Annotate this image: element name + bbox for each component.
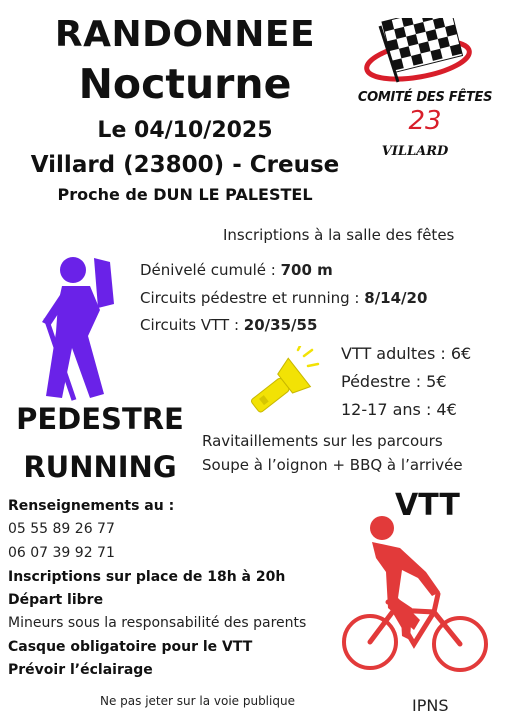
- elevation-line: [140, 261, 333, 279]
- logo-line-1: COMITÉ DES FÊTES: [357, 90, 493, 105]
- rule-helmet: Casque obligatoire pour le VTT: [8, 639, 253, 655]
- activity-walking: PEDESTRE: [16, 402, 184, 436]
- rule-onsite-registration: Inscriptions sur place de 18h à 20h: [8, 569, 286, 585]
- walking-circuits-line: [140, 289, 427, 307]
- supplies-line-1: Ravitaillements sur les parcours: [202, 432, 443, 450]
- comite-logo: [350, 18, 500, 188]
- rule-lighting: Prévoir l’éclairage: [8, 662, 153, 678]
- event-date: Le 04/10/2025: [97, 118, 273, 143]
- registration-note: Inscriptions à la salle des fêtes: [223, 226, 455, 244]
- elevation-value: 700 m: [280, 261, 333, 279]
- vtt-circuits-value: 20/35/55: [243, 316, 318, 334]
- activity-bike: VTT: [395, 488, 460, 523]
- title-line-2: Nocturne: [78, 60, 292, 108]
- contact-phone-2: 06 07 39 92 71: [8, 545, 115, 561]
- footer-ipns: IPNS: [412, 696, 449, 715]
- elevation-label: Dénivelé cumulé :: [140, 261, 276, 279]
- vtt-circuits-label: Circuits VTT :: [140, 316, 240, 334]
- logo-number: 23: [408, 106, 442, 136]
- price-vtt-adults: VTT adultes : 6€: [341, 344, 472, 363]
- event-location: Villard (23800) - Creuse: [30, 152, 340, 178]
- event-near: Proche de DUN LE PALESTEL: [57, 185, 313, 204]
- contact-phone-1: 05 55 89 26 77: [8, 521, 115, 537]
- cyclist-icon: [342, 512, 492, 680]
- supplies-line-2: Soupe à l’oignon + BBQ à l’arrivée: [202, 456, 463, 474]
- logo-town: VILLARD: [381, 144, 449, 159]
- vtt-circuits-line: [140, 316, 317, 334]
- hiker-icon: [28, 252, 140, 402]
- footer-note: Ne pas jeter sur la voie publique: [100, 694, 295, 708]
- walking-circuits-value: 8/14/20: [364, 289, 428, 307]
- price-teens: 12-17 ans : 4€: [341, 400, 457, 419]
- price-walking: Pédestre : 5€: [341, 372, 447, 391]
- rule-free-start: Départ libre: [8, 592, 104, 608]
- flashlight-icon: [242, 346, 320, 420]
- activity-running: RUNNING: [23, 450, 177, 484]
- walking-circuits-label: Circuits pédestre et running :: [140, 289, 360, 307]
- contact-heading: Renseignements au :: [8, 498, 175, 514]
- title-line-1: RANDONNEE: [54, 14, 316, 55]
- rule-minors: Mineurs sous la responsabilité des parents: [8, 615, 307, 631]
